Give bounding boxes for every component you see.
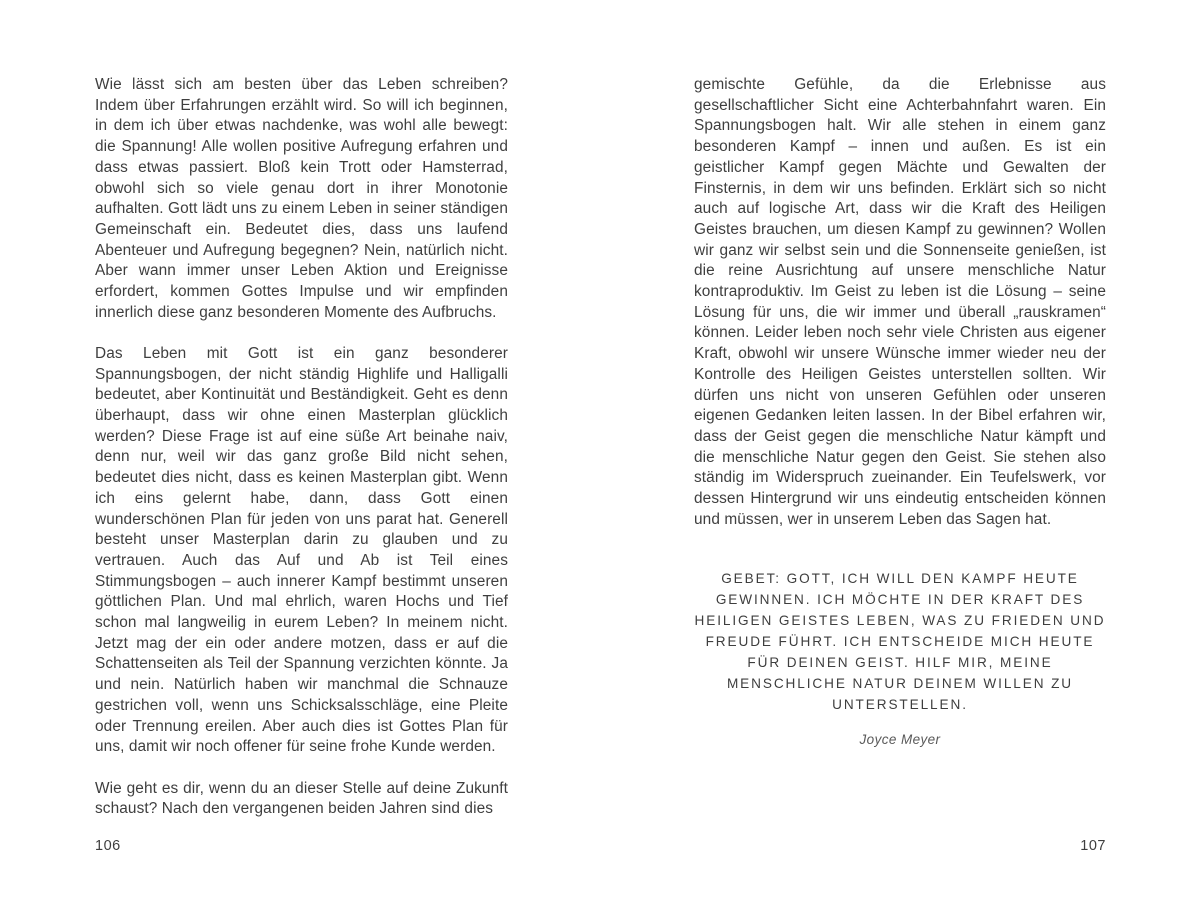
left-paragraph-2: Das Leben mit Gott ist ein ganz besonderer Spannungsbogen, der nicht ständig Highlife und Halligalli bedeutet, aber Kontinuität und Beständigkeit. Geht es denn überhaupt, dass wir ohne einen Masterplan glücklich werden? Diese Frage ist auf eine süße Art beinahe naiv, denn nur, weil wir das ganz große Bild nicht sehen, bedeutet dies nicht, dass es keinen Masterplan gibt. Wenn ich eins gelernt habe, dann, dass Gott einen wunderschönen Plan für jeden von uns parat hat. Generell besteht unser Masterplan darin zu glauben und zu vertrauen. Auch das Auf und Ab ist Teil eines Stimmungsbogen – auch innerer Kampf bestimmt unseren göttlichen Plan. Und mal ehrlich, waren Hochs und Tief schon mal langweilig in eurem Leben? In meinem nicht. Jetzt mag der ein oder andere motzen, dass er auf die Schattenseiten als Teil der Spannung verzichten könnte. Ja und nein. Natürlich haben wir manchmal die Schnauze gestrichen voll, wenn uns Schicksalsschläge, eine Pleite oder Trennung ereilen. Aber auch dies ist Gottes Plan für uns, damit wir noch offener für seine frohe Kunde werden.	[95, 344, 508, 756]
left-paragraph-3: Wie geht es dir, wenn du an dieser Stelle auf deine Zukunft schaust? Nach den vergangenen beiden Jahren sind dies	[95, 779, 508, 818]
page-right	[694, 75, 1106, 747]
attribution-author: Joyce Meyer	[859, 732, 941, 748]
prayer-text: GEBET: GOTT, ICH WILL DEN KAMPF HEUTE GEWINNEN. ICH MÖCHTE IN DER KRAFT DES HEILIGEN GEISTES LEBEN, WAS ZU FRIEDEN UND FREUDE FÜHRT. ICH ENTSCHEIDE MICH HEUTE FÜR DEINEN GEIST. HILF MIR, MEINE MENSCHLICHE NATUR DEINEM WILLEN ZU UNTERSTELLEN.	[694, 571, 1106, 713]
page-number-right: 107	[1080, 838, 1106, 854]
left-paragraph-1: Wie lässt sich am besten über das Leben schreiben? Indem über Erfahrungen erzählt wird. So will ich beginnen, in dem ich über etwas nachdenke, was wohl alle bewegt: die Spannung! Alle wollen positive Aufregung erfahren und dass etwas passiert. Bloß kein Trott oder Hamsterrad, obwohl sich so viele genau dort in ihrer Monotonie aufhalten. Gott lädt uns zu einem Leben in seiner ständigen Gemeinschaft ein. Bedeutet dies, dass uns laufend Abenteuer und Aufregung begegnen? Nein, natürlich nicht. Aber wann immer unser Leben Aktion und Ereignisse erfordert, kommen Gottes Impulse und wir empfinden innerlich diese ganz besonderen Momente des Aufbruchs.	[95, 76, 508, 321]
right-paragraph-1: gemischte Gefühle, da die Erlebnisse aus gesellschaftlicher Sicht eine Achterbahnfahrt waren. Ein Spannungsbogen halt. Wir alle stehen in einem ganz besonderen Kampf – innen und außen. Es ist ein geistlicher Kampf gegen Mächte und Gewalten der Finsternis, in dem wir uns befinden. Erklärt sich so nicht auch auf logische Art, dass wir die Kraft des Heiligen Geistes brauchen, um diesen Kampf zu gewinnen? Wollen wir ganz wir selbst sein und die Sonnenseite genießen, ist die reine Ausrichtung auf unsere menschliche Natur kontraproduktiv. Im Geist zu leben ist die Lösung – seine Lösung für uns, die wir immer und überall „rauskramen“ können. Leider leben noch sehr viele Christen aus eigener Kraft, obwohl wir unsere Wünsche immer wieder neu der Kontrolle des Heiligen Geistes unterstellen sollten. Wir dürfen uns nicht von unseren Gefühlen oder unseren eigenen Gedanken leiten lassen. In der Bibel erfahren wir, dass der Geist gegen die menschliche Natur kämpft und die menschliche Natur gegen den Geist. Sie stehen also ständig im Widerspruch zueinander. Ein Teufelswerk, vor dessen Hintergrund wir uns eindeutig entscheiden können und müssen, wer in unserem Leben das Sagen hat.	[694, 76, 1106, 528]
page-number-left: 106	[95, 838, 121, 854]
page-left	[95, 75, 508, 820]
